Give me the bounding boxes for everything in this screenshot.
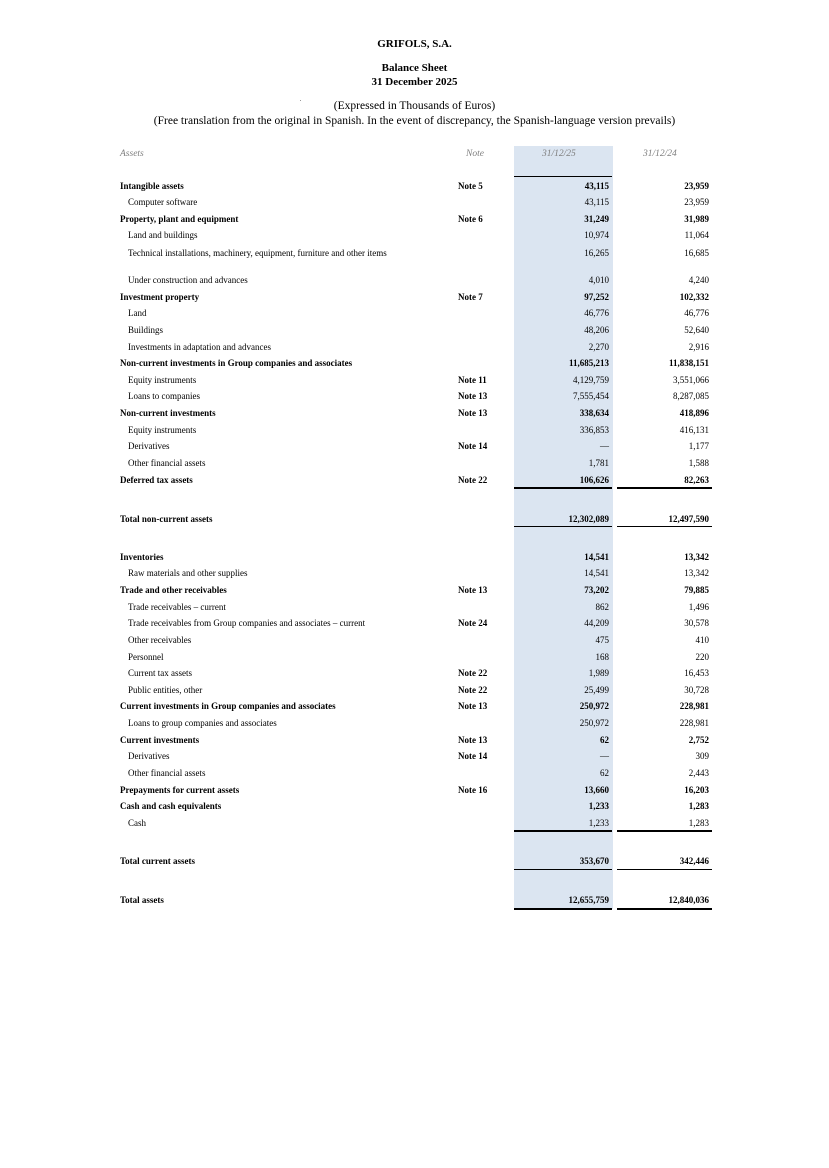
- value-2025: 12,655,759: [568, 895, 609, 905]
- value-2024: 23,959: [684, 181, 709, 191]
- value-2025: 336,853: [579, 425, 609, 435]
- statement-title: Balance Sheet: [381, 62, 448, 74]
- row-label: Deferred tax assets: [120, 475, 193, 485]
- row-label: Property, plant and equipment: [120, 214, 239, 224]
- value-2025: 353,670: [579, 856, 609, 866]
- value-2024: 30,728: [684, 685, 709, 695]
- row-label: Buildings: [128, 325, 164, 335]
- value-2024: 1,283: [688, 801, 709, 811]
- value-2024: 342,446: [679, 856, 709, 866]
- value-2024: 228,981: [679, 718, 709, 728]
- row-note: Note 13: [458, 585, 488, 595]
- value-2024: 220: [695, 652, 709, 662]
- value-2024: 416,131: [679, 425, 709, 435]
- rule-line: [617, 487, 712, 489]
- row-note: Note 14: [458, 751, 488, 761]
- row-note: Note 5: [458, 181, 483, 191]
- value-2024: 12,497,590: [668, 514, 709, 524]
- row-note: Note 14: [458, 441, 488, 451]
- value-2025: 862: [595, 602, 609, 612]
- row-label: Other financial assets: [128, 458, 206, 468]
- row-label: Trade receivables from Group companies and associates – current: [128, 618, 366, 628]
- value-2024: 46,776: [684, 308, 709, 318]
- row-label: Trade receivables – current: [128, 602, 226, 612]
- row-label: Derivatives: [128, 751, 170, 761]
- row-note: Note 7: [458, 292, 483, 302]
- rule-line: [617, 908, 712, 910]
- value-2025: 106,626: [579, 475, 609, 485]
- value-2024: 2,752: [688, 735, 709, 745]
- value-2025: 475: [595, 635, 609, 645]
- row-label: Under construction and advances: [128, 275, 248, 285]
- row-label: Total current assets: [120, 856, 195, 866]
- row-note: Note 6: [458, 214, 483, 224]
- row-label: Current tax assets: [128, 668, 192, 678]
- value-2025: 4,129,759: [573, 375, 609, 385]
- value-2025: 43,115: [584, 181, 609, 191]
- value-2025: 44,209: [584, 618, 609, 628]
- value-2024: 3,551,066: [673, 375, 709, 385]
- row-label: Inventories: [120, 552, 164, 562]
- value-2025: 12,302,089: [568, 514, 609, 524]
- value-2025: 97,252: [584, 292, 609, 302]
- value-2025: 11,685,213: [568, 358, 609, 368]
- value-2024: 1,283: [688, 818, 709, 828]
- value-2025: 10,974: [584, 230, 609, 240]
- value-2025: 14,541: [584, 568, 609, 578]
- value-2024: 16,453: [684, 668, 709, 678]
- row-label: Cash: [128, 818, 146, 828]
- rule-line: [617, 830, 712, 832]
- value-2025: —: [600, 751, 609, 761]
- currency-note: (Expressed in Thousands of Euros): [333, 100, 496, 112]
- note-column-header: Note: [466, 149, 484, 159]
- value-2025: 25,499: [584, 685, 609, 695]
- row-label: Land and buildings: [128, 230, 198, 240]
- row-note: Note 13: [458, 408, 488, 418]
- value-2025: 16,265: [584, 248, 609, 258]
- row-label: Land: [128, 308, 147, 318]
- row-label: Prepayments for current assets: [120, 785, 240, 795]
- value-2024: 13,342: [684, 552, 709, 562]
- row-label: Total non-current assets: [120, 514, 213, 524]
- row-label: Equity instruments: [128, 375, 197, 385]
- statement-date: 31 December 2025: [371, 76, 458, 88]
- row-note: Note 13: [458, 701, 488, 711]
- value-2024: 30,578: [684, 618, 709, 628]
- value-2025: 1,233: [588, 818, 609, 828]
- row-note: Note 11: [458, 375, 487, 385]
- value-2025: 14,541: [584, 552, 609, 562]
- value-2024: 1,588: [688, 458, 709, 468]
- value-2024: 2,916: [688, 342, 709, 352]
- value-2024: 1,496: [688, 602, 709, 612]
- value-2025: 1,233: [588, 801, 609, 811]
- value-2024: 228,981: [679, 701, 709, 711]
- rule-line: [514, 487, 612, 489]
- value-2025: 43,115: [584, 197, 609, 207]
- rule-line: [514, 908, 612, 910]
- value-2025: 2,270: [588, 342, 609, 352]
- value-2024: 23,959: [684, 197, 709, 207]
- row-label: Non-current investments: [120, 408, 216, 418]
- row-label: Personnel: [128, 652, 164, 662]
- row-label: Cash and cash equivalents: [120, 801, 222, 811]
- value-2024: 82,263: [684, 475, 709, 485]
- value-2024: 13,342: [684, 568, 709, 578]
- row-note: Note 13: [458, 735, 488, 745]
- value-2025: 250,972: [579, 718, 609, 728]
- value-2024: 309: [695, 751, 709, 761]
- rule-line: [617, 869, 712, 870]
- row-label: Investment property: [120, 292, 200, 302]
- assets-column-header: Assets: [120, 149, 144, 159]
- row-label: Other financial assets: [128, 768, 206, 778]
- value-2025: 4,010: [588, 275, 609, 285]
- row-label: Investments in adaptation and advances: [128, 342, 271, 352]
- company-name: GRIFOLS, S.A.: [377, 38, 452, 50]
- value-2024: 418,896: [679, 408, 709, 418]
- row-note: Note 22: [458, 668, 488, 678]
- year-2024-column-header: 31/12/24: [643, 149, 677, 159]
- value-2024: 11,838,151: [668, 358, 709, 368]
- value-2025: 73,202: [584, 585, 609, 595]
- row-label: Loans to group companies and associates: [128, 718, 277, 728]
- rule-line: [617, 526, 712, 527]
- row-label: Trade and other receivables: [120, 585, 227, 595]
- row-label: Non-current investments in Group companies and associates: [120, 358, 353, 368]
- value-2025: 62: [600, 768, 609, 778]
- value-2024: 12,840,036: [668, 895, 709, 905]
- row-note: Note 22: [458, 685, 488, 695]
- row-label: Loans to companies: [128, 391, 200, 401]
- value-2024: 16,203: [684, 785, 709, 795]
- value-2025: 46,776: [584, 308, 609, 318]
- value-2024: 410: [695, 635, 709, 645]
- rule-line: [514, 526, 612, 527]
- row-label: Computer software: [128, 197, 198, 207]
- rule-line: [514, 176, 612, 177]
- row-label: Equity instruments: [128, 425, 197, 435]
- value-2024: 2,443: [688, 768, 709, 778]
- value-2025: 7,555,454: [573, 391, 609, 401]
- row-note: Note 22: [458, 475, 488, 485]
- row-label: Current investments: [120, 735, 200, 745]
- value-2025: —: [600, 441, 609, 451]
- row-note: Note 13: [458, 391, 488, 401]
- value-2024: 1,177: [688, 441, 709, 451]
- value-2024: 31,989: [684, 214, 709, 224]
- row-label: Public entities, other: [128, 685, 203, 695]
- rule-line: [514, 869, 612, 870]
- value-2024: 16,685: [684, 248, 709, 258]
- value-2025: 62: [600, 735, 609, 745]
- value-2025: 338,634: [579, 408, 609, 418]
- value-2025: 13,660: [584, 785, 609, 795]
- value-2024: 11,064: [684, 230, 709, 240]
- value-2024: 52,640: [684, 325, 709, 335]
- row-label: Total assets: [120, 895, 164, 905]
- value-2025: 1,989: [588, 668, 609, 678]
- value-2025: 250,972: [579, 701, 609, 711]
- row-label: Intangible assets: [120, 181, 184, 191]
- year-2025-column-header: 31/12/25: [542, 149, 576, 159]
- value-2025: 168: [595, 652, 609, 662]
- value-2024: 102,332: [679, 292, 709, 302]
- row-note: Note 16: [458, 785, 488, 795]
- value-2025: 1,781: [588, 458, 609, 468]
- row-note: Note 24: [458, 618, 488, 628]
- row-label: Derivatives: [128, 441, 170, 451]
- translation-note: (Free translation from the original in Spanish. In the event of discrepancy, the Spanish-language version prevails): [153, 115, 676, 127]
- value-2024: 8,287,085: [673, 391, 709, 401]
- row-label: Current investments in Group companies and associates: [120, 701, 336, 711]
- row-label: Technical installations, machinery, equipment, furniture and other items: [128, 248, 387, 258]
- value-2025: 48,206: [584, 325, 609, 335]
- value-2024: 4,240: [688, 275, 709, 285]
- rule-line: [514, 830, 612, 832]
- value-2024: 79,885: [684, 585, 709, 595]
- value-2025: 31,249: [584, 214, 609, 224]
- row-label: Raw materials and other supplies: [128, 568, 248, 578]
- row-label: Other receivables: [128, 635, 192, 645]
